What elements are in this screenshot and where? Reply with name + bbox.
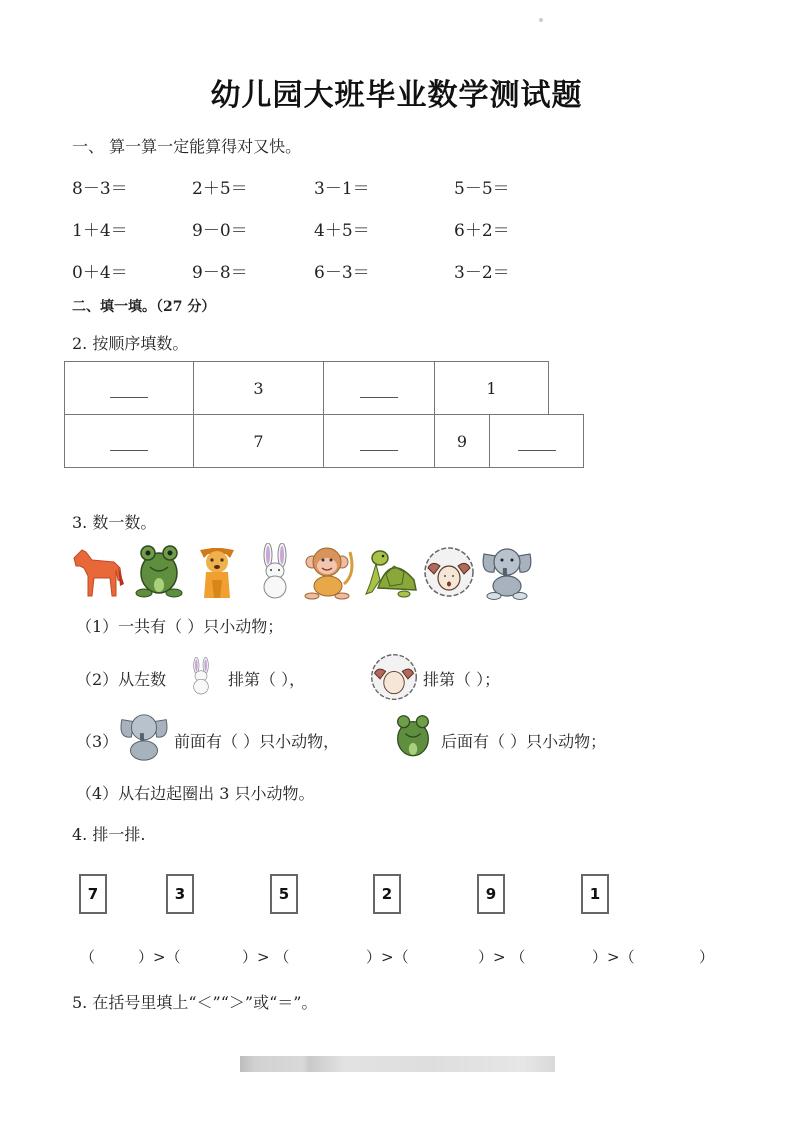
rabbit-icon[interactable]: [248, 543, 302, 599]
q2-label: 2. 按顺序填数。: [72, 334, 189, 353]
q3-sub1: （1）一共有（ ）只小动物；: [76, 617, 284, 636]
number-card[interactable]: 3: [166, 874, 194, 914]
page-title: 幼儿园大班毕业数学测试题: [210, 78, 583, 113]
q3-label: 3. 数一数。: [72, 513, 157, 532]
equation: 9－0＝: [192, 221, 248, 241]
equation: 1＋4＝: [72, 221, 128, 241]
q3-sub3-prefix: （3）: [76, 732, 119, 751]
monkey-icon[interactable]: [304, 544, 358, 600]
q4-label: 4. 排一排.: [72, 825, 146, 844]
q3-sub3-end: 后面有（ ）只小动物；: [441, 732, 607, 751]
blank-line: [360, 396, 398, 398]
sequence-cell: 1: [434, 361, 549, 415]
number-card[interactable]: 1: [581, 874, 609, 914]
order-bracket: ）: [699, 948, 715, 966]
sequence-cell-blank[interactable]: [323, 414, 435, 468]
rabbit-icon: [183, 649, 219, 703]
q3-sub2-end: 排第（ ）；: [423, 670, 501, 689]
number-card[interactable]: 5: [270, 874, 298, 914]
sequence-cell: 3: [193, 361, 324, 415]
q3-sub2-prefix: （2）从左数: [76, 670, 167, 689]
horse-icon[interactable]: [70, 544, 124, 600]
equation: 6＋2＝: [454, 221, 510, 241]
sequence-cell-blank[interactable]: [64, 361, 194, 415]
q3-sub4: （4）从右边起圈出 3 只小动物。: [76, 784, 315, 803]
dog-icon[interactable]: [190, 544, 244, 600]
order-bracket: （: [80, 948, 96, 966]
frog-icon[interactable]: [132, 543, 186, 599]
order-bracket[interactable]: ）>（: [366, 948, 409, 966]
section1-heading: 一、 算一算一定能算得对又快。: [72, 137, 302, 156]
equation: 9－8＝: [192, 263, 248, 283]
order-bracket[interactable]: ）> （: [478, 948, 526, 966]
sequence-cell: 7: [193, 414, 324, 468]
equation: 5－5＝: [454, 179, 510, 199]
order-bracket[interactable]: ）>（: [138, 948, 181, 966]
frog-icon: [390, 708, 436, 766]
number-card[interactable]: 2: [373, 874, 401, 914]
blank-line: [360, 449, 398, 451]
blank-line: [518, 449, 556, 451]
sequence-cell-blank[interactable]: [323, 361, 435, 415]
equation: 3－2＝: [454, 263, 510, 283]
sheep-icon: [366, 651, 422, 703]
blank-line: [110, 449, 148, 451]
blank-line: [110, 396, 148, 398]
number-card[interactable]: 7: [79, 874, 107, 914]
order-bracket[interactable]: ）>（: [592, 948, 635, 966]
q3-sub3-mid: 前面有（ ）只小动物，: [174, 732, 340, 751]
sequence-cell-blank[interactable]: [489, 414, 584, 468]
turtle-icon[interactable]: [364, 544, 418, 600]
section2-heading: 二、填一填。（27 分）: [72, 299, 216, 315]
elephant-icon[interactable]: [480, 544, 534, 600]
equation: 0＋4＝: [72, 263, 128, 283]
q5-label: 5. 在括号里填上“＜”“＞”或“＝”。: [72, 993, 318, 1012]
blurred-watermark: [240, 1056, 555, 1072]
order-bracket[interactable]: ）> （: [242, 948, 290, 966]
elephant-icon: [116, 710, 172, 764]
number-card[interactable]: 9: [477, 874, 505, 914]
sheep-icon[interactable]: [422, 544, 476, 600]
equation: 2＋5＝: [192, 179, 248, 199]
q3-sub2-mid: 排第（ ），: [228, 670, 306, 689]
sequence-cell: 9: [434, 414, 490, 468]
equation: 3－1＝: [314, 179, 370, 199]
sequence-cell-blank[interactable]: [64, 414, 194, 468]
equation: 4＋5＝: [314, 221, 370, 241]
equation: 8－3＝: [72, 179, 128, 199]
equation: 6－3＝: [314, 263, 370, 283]
scan-dot: [539, 18, 543, 22]
